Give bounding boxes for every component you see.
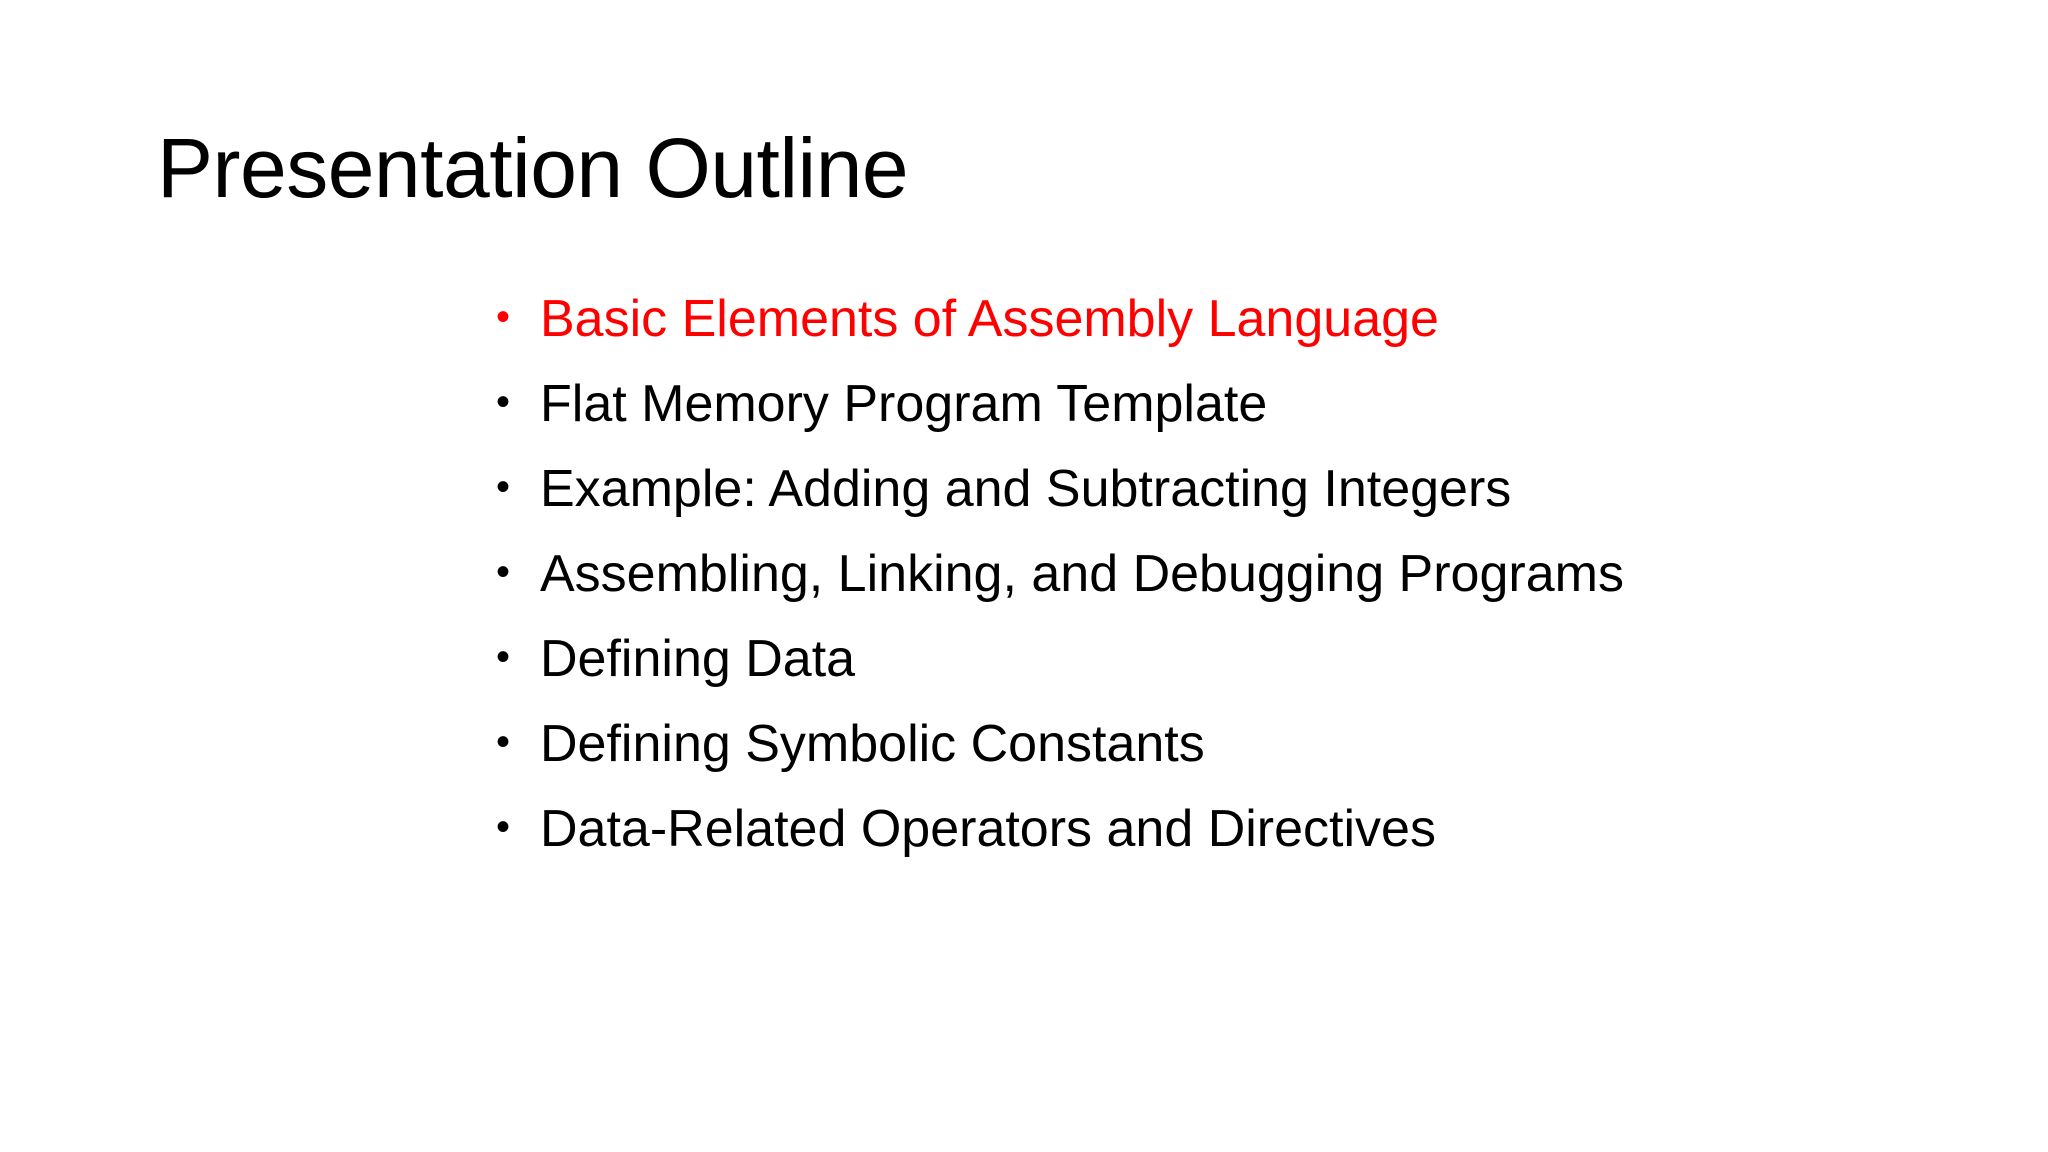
- outline-item-label: Defining Data: [540, 630, 856, 688]
- outline-item-basic-elements: [496, 283, 1624, 368]
- bullet-icon: •: [496, 635, 511, 679]
- bullet-icon: •: [496, 550, 511, 594]
- outline-item-label: Defining Symbolic Constants: [540, 715, 1205, 773]
- outline-item-label: Data-Related Operators and Directives: [540, 800, 1436, 858]
- outline-item-defining-data: [496, 623, 1624, 708]
- outline-item-operators-directives: [496, 793, 1624, 878]
- bullet-icon: •: [496, 380, 511, 424]
- outline-item-flat-memory-template: [496, 368, 1624, 453]
- outline-item-label: Assembling, Linking, and Debugging Programs: [540, 545, 1624, 603]
- bullet-icon: •: [496, 295, 511, 339]
- outline-item-label: Basic Elements of Assembly Language: [540, 290, 1439, 348]
- outline-item-label: Flat Memory Program Template: [540, 375, 1268, 433]
- slide-title: Presentation Outline: [157, 121, 909, 215]
- outline-item-label: Example: Adding and Subtracting Integers: [540, 460, 1512, 518]
- outline-item-assembling-linking-debugging: [496, 538, 1624, 623]
- outline-item-adding-subtracting-example: [496, 453, 1624, 538]
- bullet-icon: •: [496, 805, 511, 849]
- outline-list: [496, 283, 1624, 878]
- outline-item-symbolic-constants: [496, 708, 1624, 793]
- bullet-icon: •: [496, 465, 511, 509]
- bullet-icon: •: [496, 720, 511, 764]
